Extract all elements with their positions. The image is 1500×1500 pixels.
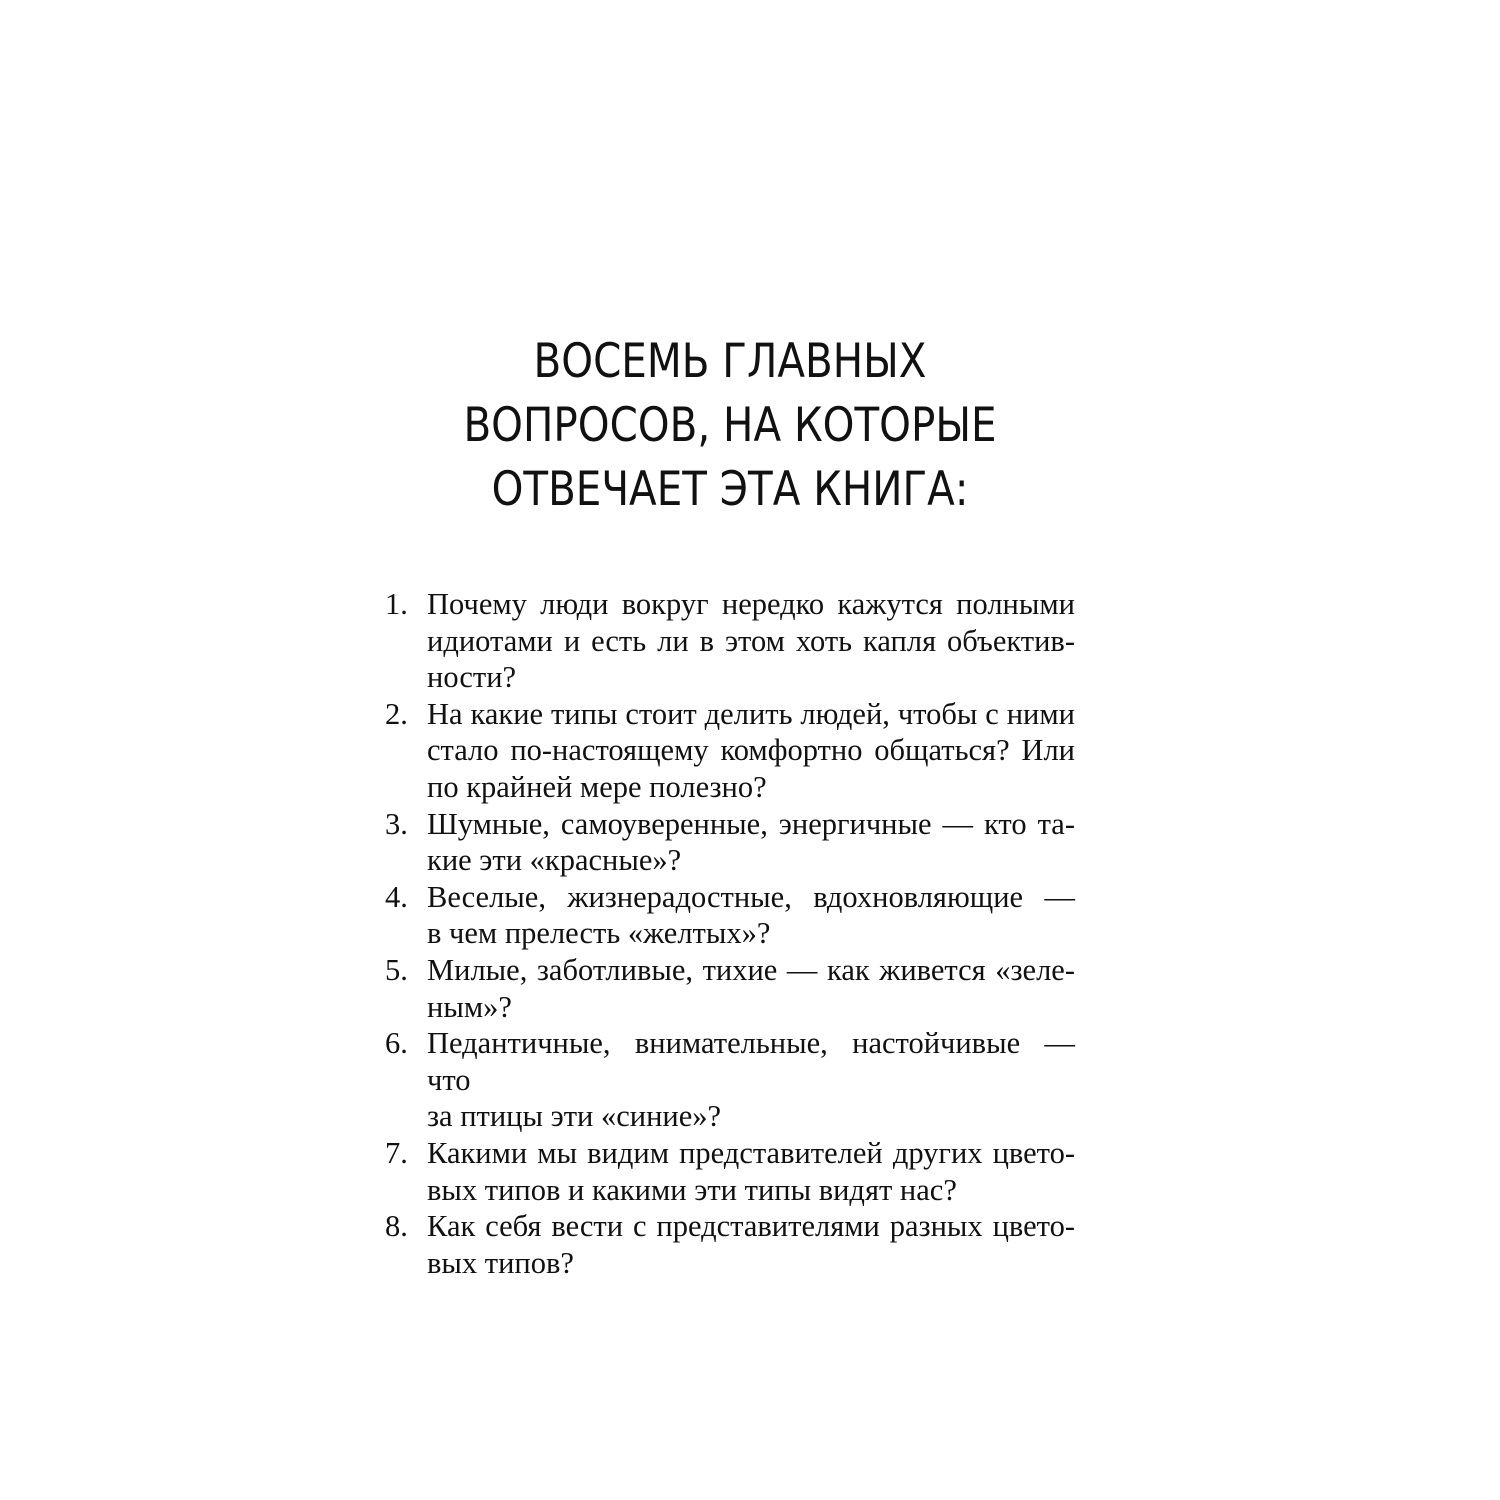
text-line: по крайней мере полезно? xyxy=(427,769,767,804)
heading-line: ВОПРОСОВ, НА КОТОРЫЕ xyxy=(463,398,997,453)
question-item-8 xyxy=(385,1208,1075,1281)
question-item-1 xyxy=(385,586,1075,696)
question-item-5 xyxy=(385,952,1075,1025)
question-text xyxy=(427,586,1075,696)
text-line: вых типов и какими эти типы видят нас? xyxy=(427,1172,957,1207)
text-line: Веселые, жизнерадостные, вдохновляющие — xyxy=(427,879,1075,914)
text-line: стало по-настоящему комфортно общаться? Или xyxy=(427,733,1075,768)
question-item-3 xyxy=(385,806,1075,879)
question-number: 3. xyxy=(385,806,408,841)
question-number: 7. xyxy=(385,1135,408,1170)
text-line: На какие типы стоит делить людей, чтобы с ними xyxy=(427,696,1075,731)
text-line: за птицы эти «синие»? xyxy=(427,1099,722,1134)
question-item-4 xyxy=(385,879,1075,952)
question-text xyxy=(427,1208,1075,1281)
text-line: Педантичные, внимательные, настойчивые — что xyxy=(427,1026,1075,1097)
question-number: 2. xyxy=(385,696,408,731)
page-heading xyxy=(0,330,1460,522)
question-item-7 xyxy=(385,1135,1075,1208)
question-item-6 xyxy=(385,1025,1075,1135)
text-line: Шумные, самоуверенные, энергичные — кто та- xyxy=(427,806,1075,841)
text-line: Какими мы видим представителей других цвето- xyxy=(427,1135,1075,1170)
heading-line: ОТВЕЧАЕТ ЭТА КНИГА: xyxy=(491,462,969,517)
question-number: 6. xyxy=(385,1026,408,1061)
text-line: вых типов? xyxy=(427,1245,574,1280)
text-line: Как себя вести с представителями разных цвето- xyxy=(427,1209,1075,1244)
question-text xyxy=(427,879,1075,952)
text-line: Милые, заботливые, тихие — как живется «зеле- xyxy=(427,952,1075,987)
question-item-2 xyxy=(385,696,1075,806)
question-text xyxy=(427,806,1075,879)
text-line: идиотами и есть ли в этом хоть капля объектив- xyxy=(427,623,1075,658)
text-line: кие эти «красные»? xyxy=(427,843,682,878)
text-line: Почему люди вокруг нередко кажутся полными xyxy=(427,587,1075,621)
question-number: 5. xyxy=(385,952,408,987)
heading-line: ВОСЕМЬ ГЛАВНЫХ xyxy=(533,334,927,389)
question-number: 8. xyxy=(385,1209,408,1244)
question-text xyxy=(427,1135,1075,1208)
question-text xyxy=(427,1025,1075,1135)
question-number: 1. xyxy=(385,587,408,621)
questions-list xyxy=(385,586,1075,1281)
text-line: ности? xyxy=(427,660,517,695)
question-text xyxy=(427,696,1075,806)
text-line: в чем прелесть «желтых»? xyxy=(427,916,771,951)
question-text xyxy=(427,952,1075,1025)
text-line: ным»? xyxy=(427,989,512,1024)
question-number: 4. xyxy=(385,879,408,914)
